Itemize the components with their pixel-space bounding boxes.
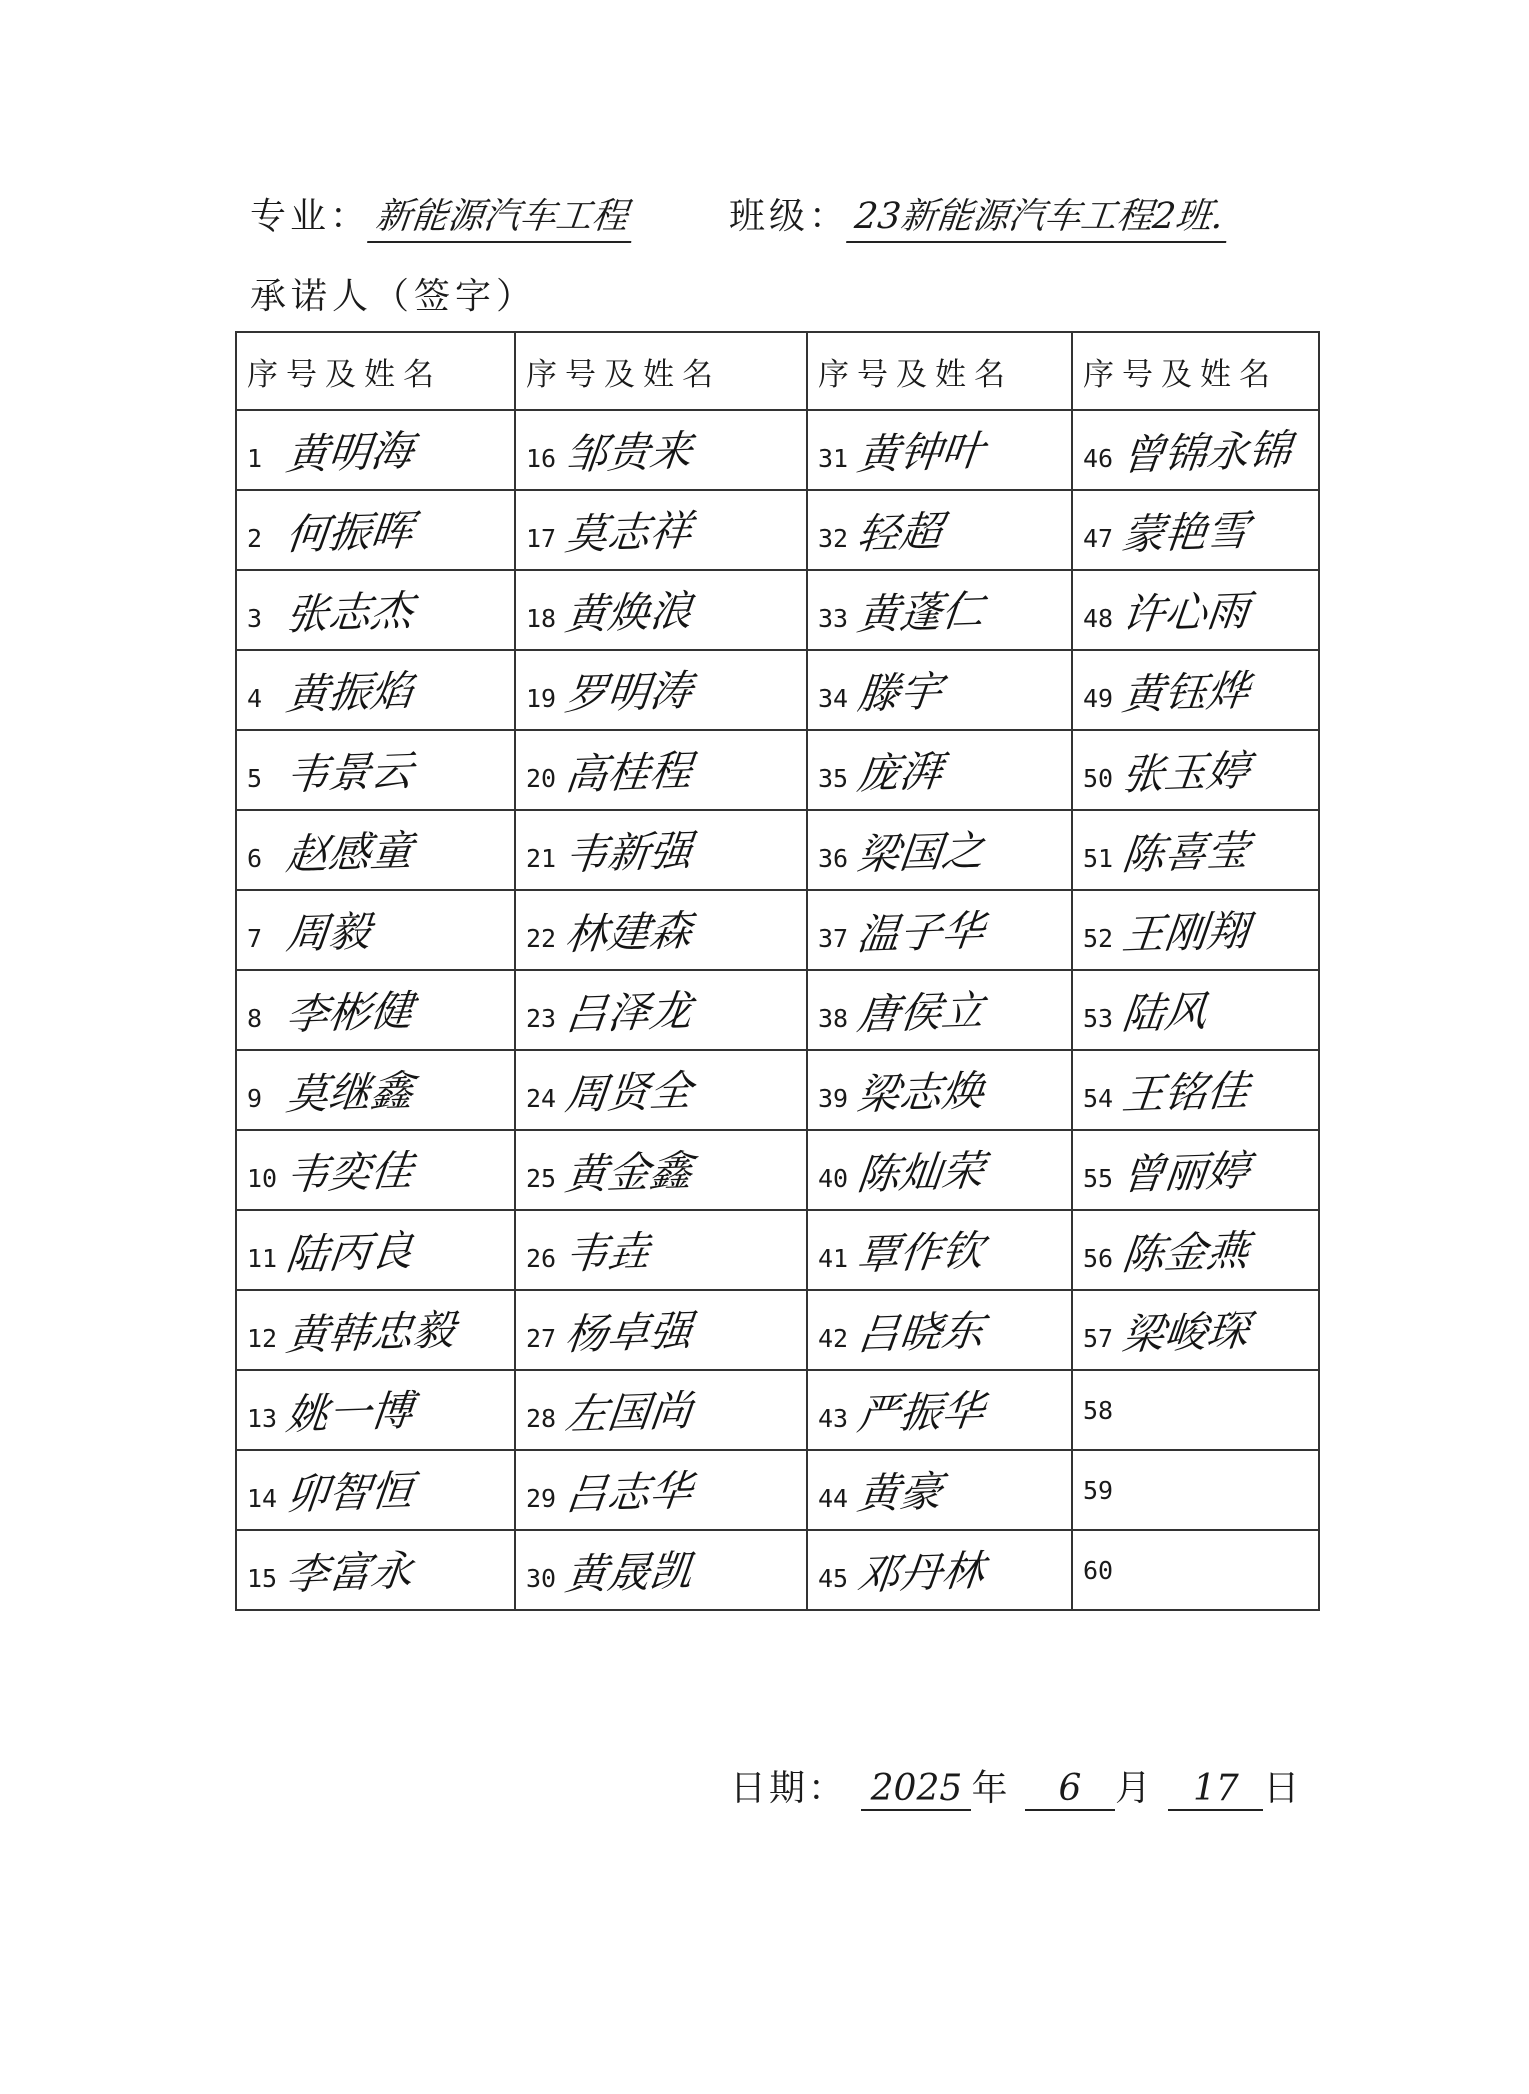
- seat-number: 50: [1083, 764, 1114, 793]
- date-year: 2025: [861, 1768, 971, 1811]
- seat-number: 31: [818, 444, 849, 473]
- seat-number: 51: [1083, 844, 1114, 873]
- seat-number: 48: [1083, 604, 1114, 633]
- signature-name: 韦垚: [563, 1226, 653, 1279]
- roster-cell: [1072, 1210, 1319, 1290]
- roster-cell: [1072, 1450, 1319, 1530]
- roster-cell: [807, 650, 1072, 730]
- table-row: [236, 890, 1319, 970]
- seat-number: 27: [526, 1324, 557, 1353]
- seat-number: 43: [818, 1404, 849, 1433]
- signature-name: 莫继鑫: [283, 1065, 416, 1120]
- roster-cell: [807, 1050, 1072, 1130]
- roster-cell: [515, 810, 807, 890]
- seat-number: 2: [247, 524, 263, 553]
- seat-number: 33: [818, 604, 849, 633]
- class-value: 23新能源汽车工程2班.: [846, 188, 1232, 243]
- roster-cell: [807, 810, 1072, 890]
- seat-number: 56: [1083, 1244, 1114, 1273]
- signature-name: 梁志焕: [854, 1065, 987, 1120]
- roster-cell: [236, 890, 515, 970]
- seat-number: 18: [526, 604, 557, 633]
- roster-cell: [807, 1210, 1072, 1290]
- roster-cell: [515, 650, 807, 730]
- seat-number: 39: [818, 1084, 849, 1113]
- roster-cell: [807, 890, 1072, 970]
- roster-cell: [807, 570, 1072, 650]
- roster-cell: [807, 1130, 1072, 1210]
- seat-number: 20: [526, 764, 557, 793]
- signature-name: 陈金燕: [1119, 1225, 1252, 1280]
- roster-cell: [515, 1290, 807, 1370]
- roster-cell: [807, 970, 1072, 1050]
- seat-number: 23: [526, 1004, 557, 1033]
- roster-cell: [807, 1370, 1072, 1450]
- roster-cell: [807, 410, 1072, 490]
- signature-name: 庞湃: [855, 746, 945, 799]
- signature-name: 张志杰: [283, 585, 416, 640]
- signature-name: 陈灿荣: [854, 1145, 987, 1200]
- roster-cell: [807, 1290, 1072, 1370]
- seat-number: 16: [526, 444, 557, 473]
- roster-cell: [1072, 570, 1319, 650]
- signature-name: 林建森: [562, 905, 695, 960]
- roster-cell: [1072, 1130, 1319, 1210]
- seat-number: 30: [526, 1564, 557, 1593]
- signature-name: 李富永: [283, 1545, 416, 1600]
- seat-number: 7: [247, 924, 263, 953]
- signature-name: 曾丽婷: [1119, 1145, 1252, 1200]
- roster-cell: [236, 1530, 515, 1610]
- table-row: [236, 1450, 1319, 1530]
- signature-name: 梁国之: [854, 825, 987, 880]
- signature-name: 黄晟凯: [562, 1545, 695, 1600]
- signature-name: 王刚翔: [1119, 905, 1252, 960]
- roster-cell: [515, 1450, 807, 1530]
- seat-number: 58: [1083, 1395, 1114, 1425]
- table-row: [236, 490, 1319, 570]
- signature-name: 何振晖: [283, 505, 416, 560]
- signature-name: 韦新强: [562, 825, 695, 880]
- signature-name: 吕志华: [562, 1465, 695, 1520]
- roster-cell: [515, 890, 807, 970]
- signature-name: 陆丙良: [283, 1225, 416, 1280]
- seat-number: 4: [247, 684, 263, 713]
- seat-number: 52: [1083, 924, 1114, 953]
- roster-cell: [1072, 650, 1319, 730]
- seat-number: 59: [1083, 1475, 1114, 1505]
- signature-name: 卯智恒: [283, 1465, 416, 1520]
- seat-number: 5: [247, 764, 263, 793]
- seat-number: 15: [247, 1564, 278, 1593]
- roster-cell: [515, 410, 807, 490]
- seat-number: 35: [818, 764, 849, 793]
- signature-name: 杨卓强: [562, 1305, 695, 1360]
- major-value: 新能源汽车工程: [367, 188, 637, 243]
- table-row: [236, 650, 1319, 730]
- seat-number: 22: [526, 924, 557, 953]
- roster-table: [235, 331, 1320, 1611]
- roster-cell: [236, 410, 515, 490]
- roster-cell: [807, 490, 1072, 570]
- roster-cell: [1072, 810, 1319, 890]
- signature-name: 张玉婷: [1119, 745, 1252, 800]
- roster-cell: [236, 1210, 515, 1290]
- seat-number: 45: [818, 1564, 849, 1593]
- seat-number: 14: [247, 1484, 278, 1513]
- roster-cell: [236, 1050, 515, 1130]
- table-row: [236, 1210, 1319, 1290]
- seat-number: 57: [1083, 1324, 1114, 1353]
- column-header: 序号及姓名: [807, 332, 1072, 410]
- roster-cell: [236, 650, 515, 730]
- seat-number: 34: [818, 684, 849, 713]
- seat-number: 41: [818, 1244, 849, 1273]
- seat-number: 6: [247, 844, 263, 873]
- signature-name: 陆风: [1120, 986, 1210, 1039]
- roster-cell: [515, 970, 807, 1050]
- signature-name: 曾锦永锦: [1119, 425, 1294, 480]
- seat-number: 55: [1083, 1164, 1114, 1193]
- signature-name: 邓丹林: [854, 1545, 987, 1600]
- signature-name: 轻超: [855, 506, 945, 559]
- seat-number: 54: [1083, 1084, 1114, 1113]
- signature-name: 黄金鑫: [562, 1145, 695, 1200]
- roster-cell: [236, 1130, 515, 1210]
- signature-name: 黄钰烨: [1119, 665, 1252, 720]
- table-row: [236, 1130, 1319, 1210]
- roster-cell: [236, 730, 515, 810]
- column-header: 序号及姓名: [515, 332, 807, 410]
- signature-name: 高桂程: [562, 745, 695, 800]
- table-row: [236, 730, 1319, 810]
- header-row: [250, 188, 1229, 243]
- roster-cell: [1072, 1530, 1319, 1610]
- roster-cell: [1072, 970, 1319, 1050]
- roster-cell: [236, 1450, 515, 1530]
- seat-number: 26: [526, 1244, 557, 1273]
- seat-number: 11: [247, 1244, 278, 1273]
- roster-cell: [236, 810, 515, 890]
- roster-cell: [515, 1130, 807, 1210]
- seat-number: 38: [818, 1004, 849, 1033]
- seat-number: 10: [247, 1164, 278, 1193]
- table-row: [236, 570, 1319, 650]
- seat-number: 49: [1083, 684, 1114, 713]
- column-header: 序号及姓名: [236, 332, 515, 410]
- date-row: [730, 1760, 1302, 1811]
- month-unit: 月: [1114, 1768, 1154, 1809]
- roster-cell: [1072, 1290, 1319, 1370]
- signature-name: 陈喜莹: [1119, 825, 1252, 880]
- signature-name: 韦奕佳: [283, 1145, 416, 1200]
- roster-cell: [236, 1370, 515, 1450]
- roster-cell: [807, 1450, 1072, 1530]
- roster-cell: [1072, 1370, 1319, 1450]
- seat-number: 60: [1083, 1555, 1114, 1585]
- signature-name: 黄豪: [855, 1466, 945, 1519]
- signature-name: 罗明涛: [562, 665, 695, 720]
- roster-cell: [1072, 490, 1319, 570]
- roster-cell: [515, 570, 807, 650]
- roster-cell: [236, 570, 515, 650]
- seat-number: 47: [1083, 524, 1114, 553]
- roster-body: [236, 410, 1319, 1610]
- seat-number: 44: [818, 1484, 849, 1513]
- signature-name: 邹贵来: [562, 425, 695, 480]
- roster-cell: [236, 1290, 515, 1370]
- seat-number: 1: [247, 444, 263, 473]
- seat-number: 21: [526, 844, 557, 873]
- seat-number: 53: [1083, 1004, 1114, 1033]
- seat-number: 19: [526, 684, 557, 713]
- seat-number: 32: [818, 524, 849, 553]
- signature-name: 莫志祥: [562, 505, 695, 560]
- date-month: 6: [1025, 1768, 1115, 1811]
- signer-label: 承诺人（签字）: [250, 276, 538, 317]
- seat-number: 24: [526, 1084, 557, 1113]
- signature-name: 李彬健: [283, 985, 416, 1040]
- table-row: [236, 1050, 1319, 1130]
- table-header-row: [236, 332, 1319, 410]
- table-row: [236, 1290, 1319, 1370]
- date-day: 17: [1168, 1768, 1263, 1811]
- signature-name: 许心雨: [1119, 585, 1252, 640]
- signature-name: 周贤全: [562, 1065, 695, 1120]
- table-row: [236, 970, 1319, 1050]
- signature-name: 韦景云: [283, 745, 416, 800]
- seat-number: 13: [247, 1404, 278, 1433]
- signature-name: 黄焕浪: [562, 585, 695, 640]
- seat-number: 12: [247, 1324, 278, 1353]
- roster-cell: [515, 730, 807, 810]
- signature-name: 左国尚: [562, 1385, 695, 1440]
- signature-name: 姚一博: [283, 1385, 416, 1440]
- signature-name: 蒙艳雪: [1119, 505, 1252, 560]
- year-unit: 年: [971, 1768, 1011, 1809]
- roster-cell: [515, 490, 807, 570]
- roster-cell: [515, 1530, 807, 1610]
- seat-number: 3: [247, 604, 263, 633]
- signature-name: 温子华: [854, 905, 987, 960]
- roster-cell: [515, 1370, 807, 1450]
- signature-name: 覃作钦: [854, 1225, 987, 1280]
- seat-number: 25: [526, 1164, 557, 1193]
- signature-name: 吕晓东: [854, 1305, 987, 1360]
- date-label: 日期：: [730, 1768, 848, 1809]
- roster-cell: [236, 490, 515, 570]
- roster-cell: [515, 1050, 807, 1130]
- roster-cell: [515, 1210, 807, 1290]
- seat-number: 40: [818, 1164, 849, 1193]
- roster-cell: [1072, 730, 1319, 810]
- signature-name: 滕宇: [855, 666, 945, 719]
- seat-number: 9: [247, 1084, 263, 1113]
- signature-name: 严振华: [854, 1385, 987, 1440]
- seat-number: 29: [526, 1484, 557, 1513]
- seat-number: 42: [818, 1324, 849, 1353]
- seat-number: 8: [247, 1004, 263, 1033]
- signature-name: 黄明海: [283, 425, 416, 480]
- roster-cell: [1072, 1050, 1319, 1130]
- table-row: [236, 1370, 1319, 1450]
- signature-name: 唐侯立: [854, 985, 987, 1040]
- major-label: 专业：: [250, 196, 371, 237]
- table-row: [236, 410, 1319, 490]
- seat-number: 36: [818, 844, 849, 873]
- roster-cell: [1072, 410, 1319, 490]
- signature-name: 梁峻琛: [1119, 1305, 1252, 1360]
- roster-cell: [236, 970, 515, 1050]
- seat-number: 17: [526, 524, 557, 553]
- signature-name: 黄振焰: [283, 665, 416, 720]
- day-unit: 日: [1263, 1768, 1303, 1809]
- seat-number: 28: [526, 1404, 557, 1433]
- signature-name: 赵感童: [283, 825, 416, 880]
- column-header: 序号及姓名: [1072, 332, 1319, 410]
- class-label: 班级：: [729, 196, 850, 237]
- roster-cell: [807, 730, 1072, 810]
- roster-cell: [1072, 890, 1319, 970]
- seat-number: 37: [818, 924, 849, 953]
- signature-name: 周毅: [283, 906, 374, 959]
- signature-name: 黄韩忠毅: [283, 1305, 458, 1360]
- seat-number: 46: [1083, 444, 1114, 473]
- roster-cell: [807, 1530, 1072, 1610]
- table-row: [236, 810, 1319, 890]
- table-row: [236, 1530, 1319, 1610]
- signature-name: 吕泽龙: [562, 985, 695, 1040]
- signature-name: 黄钟叶: [854, 425, 987, 480]
- signature-name: 黄蓬仁: [854, 585, 987, 640]
- signature-name: 王铭佳: [1119, 1065, 1252, 1120]
